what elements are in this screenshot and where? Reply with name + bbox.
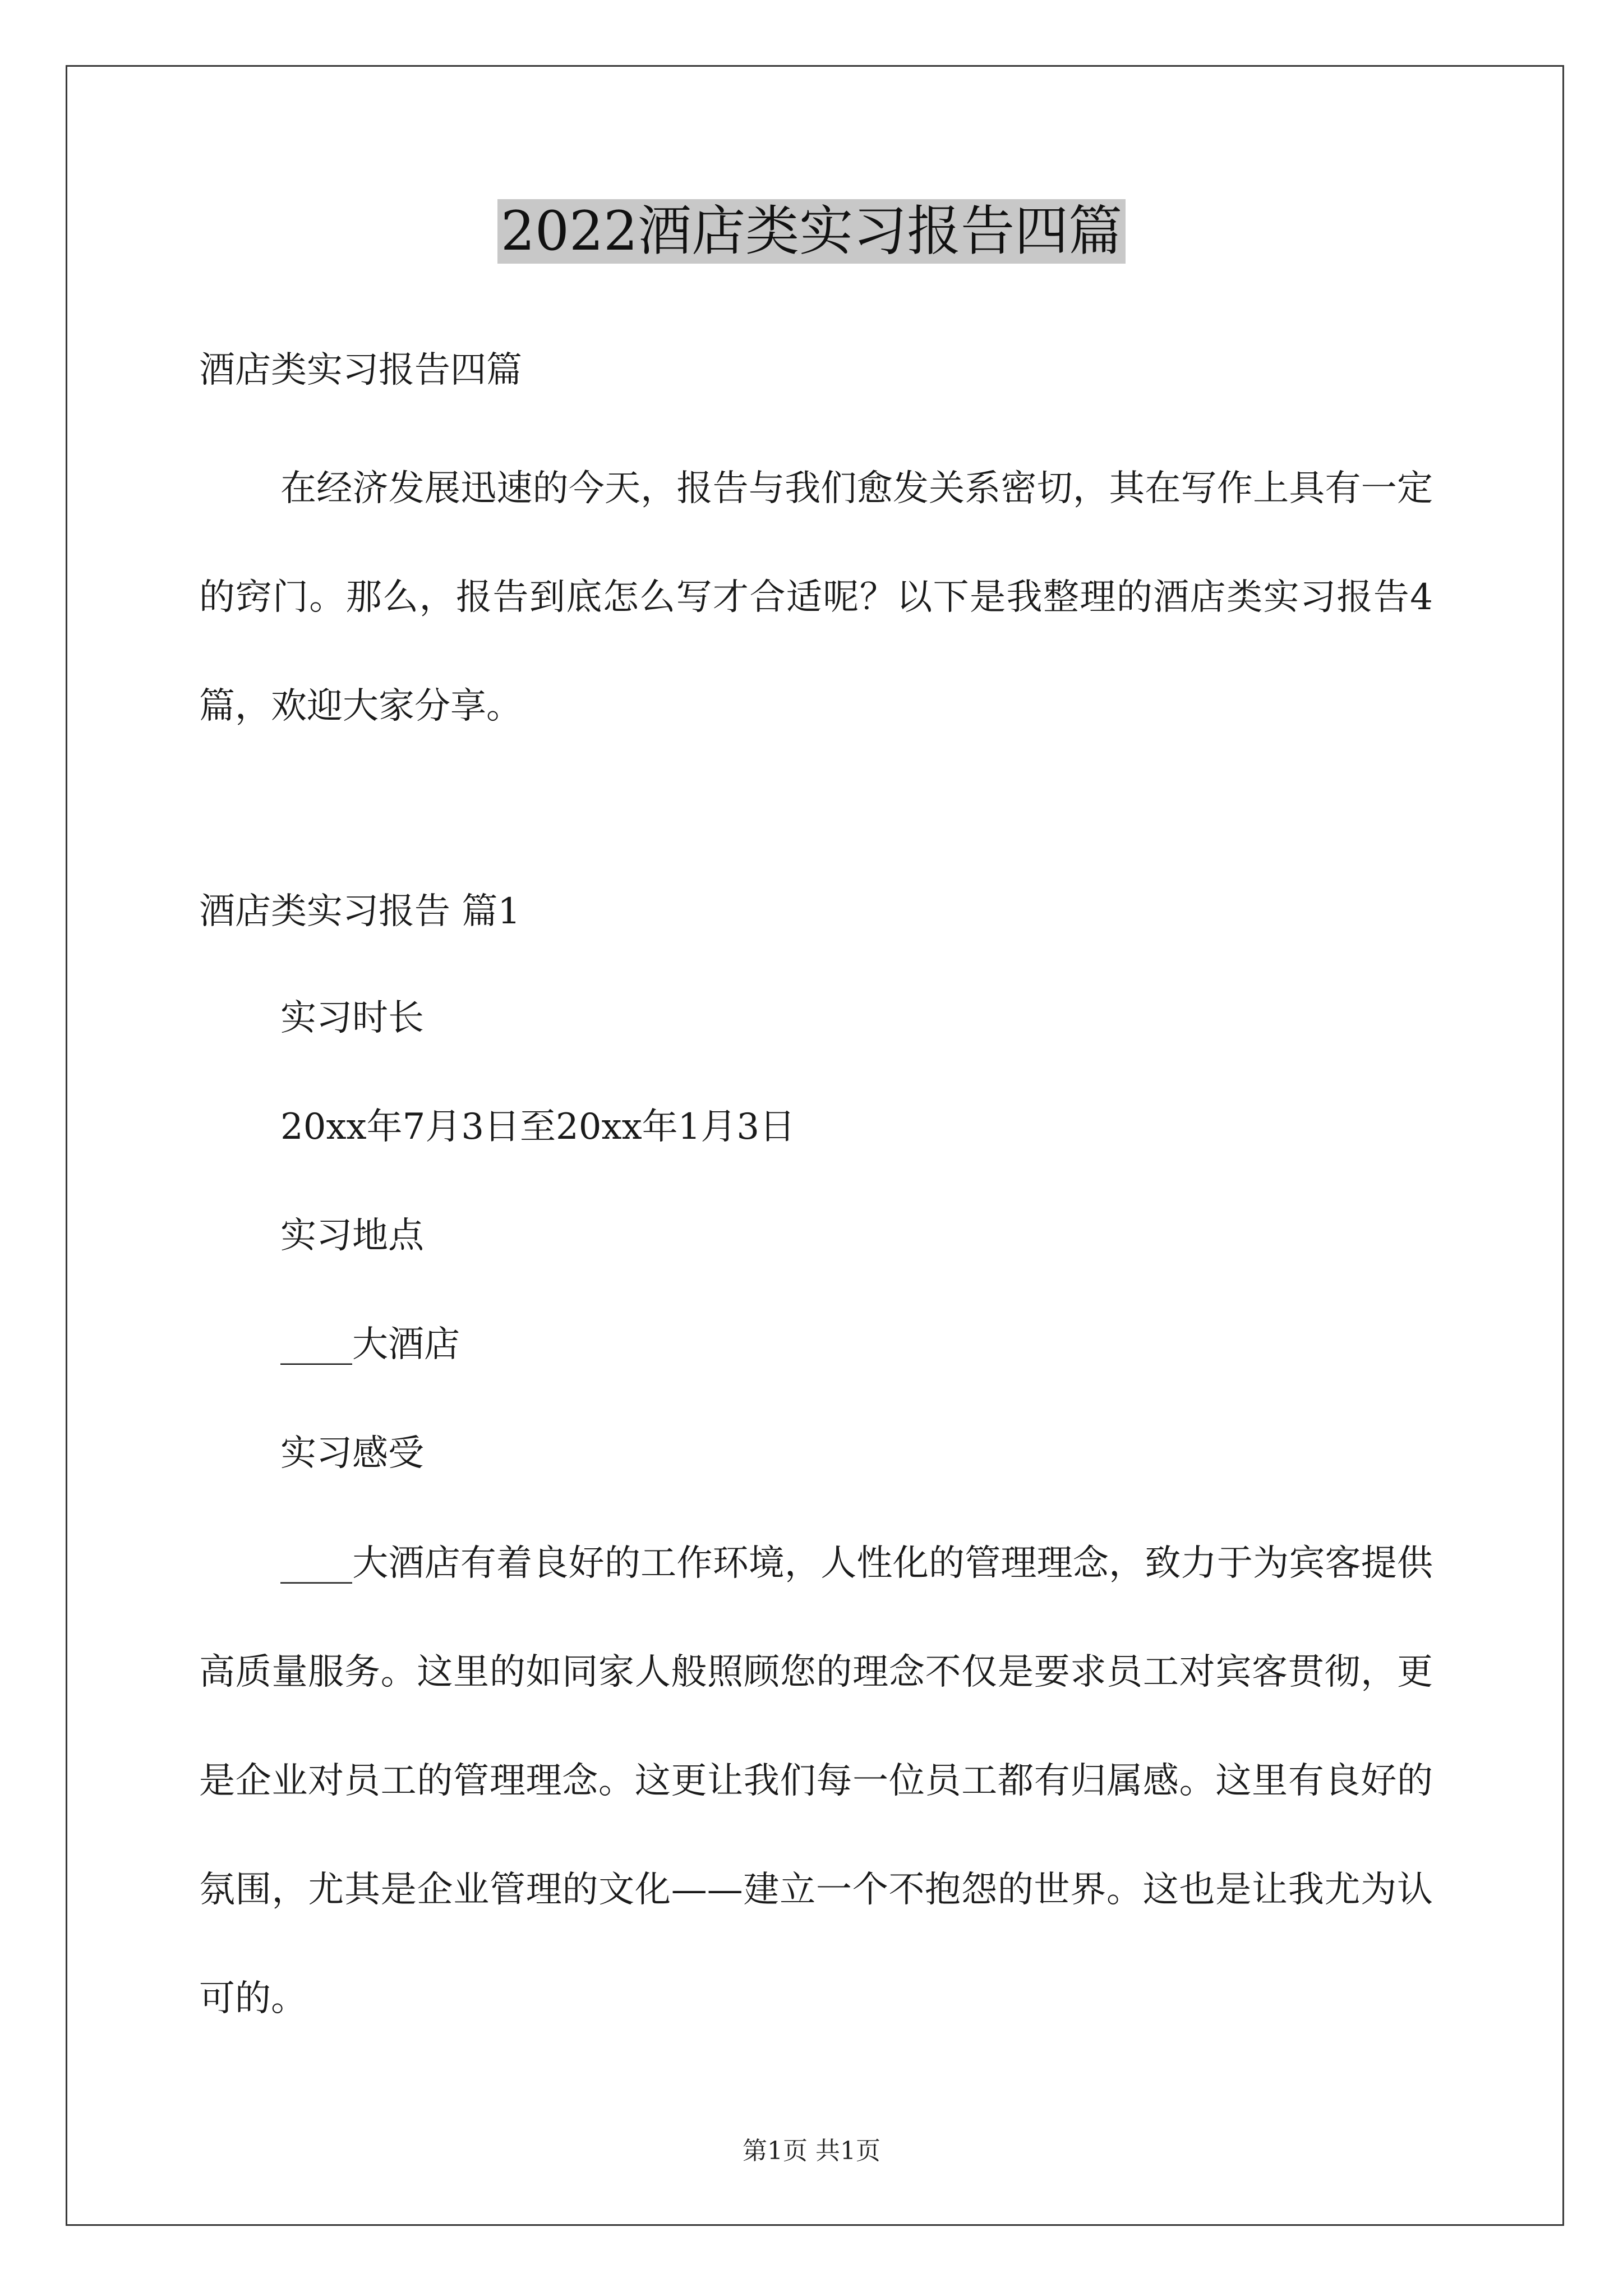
- location-value: ____大酒店: [280, 1324, 460, 1365]
- intro-paragraph: 在经济发展迅速的今天，报告与我们愈发关系密切，其在写作上具有一定的窍门。那么，报告到底怎么写才合适呢？以下是我整理的酒店类实习报告4篇，欢迎大家分享。: [199, 468, 1433, 727]
- page-footer: 第1页 共1页: [743, 2137, 880, 2165]
- duration-label: 实习时长: [280, 997, 424, 1039]
- section-heading: 酒店类实习报告 篇1: [199, 891, 521, 932]
- title-container: [0, 199, 1623, 264]
- feeling-label: 实习感受: [280, 1433, 424, 1474]
- feeling-paragraph: ____大酒店有着良好的工作环境，人性化的管理理念，致力于为宾客提供高质量服务。这里的如同家人般照顾您的理念不仅是要求员工对宾客贯彻，更是企业对员工的管理理念。这更让我们每一位员工都有归属感。这里有良好的氛围，尤其是企业管理的文化——建立一个不抱怨的世界。这也是让我尤为认可的。: [199, 1543, 1433, 2019]
- document-subtitle: 酒店类实习报告四篇: [199, 349, 522, 391]
- duration-value: 20xx年7月3日至20xx年1月3日: [280, 1106, 796, 1148]
- location-label: 实习地点: [280, 1215, 424, 1257]
- document-title: 2022酒店类实习报告四篇: [497, 199, 1126, 264]
